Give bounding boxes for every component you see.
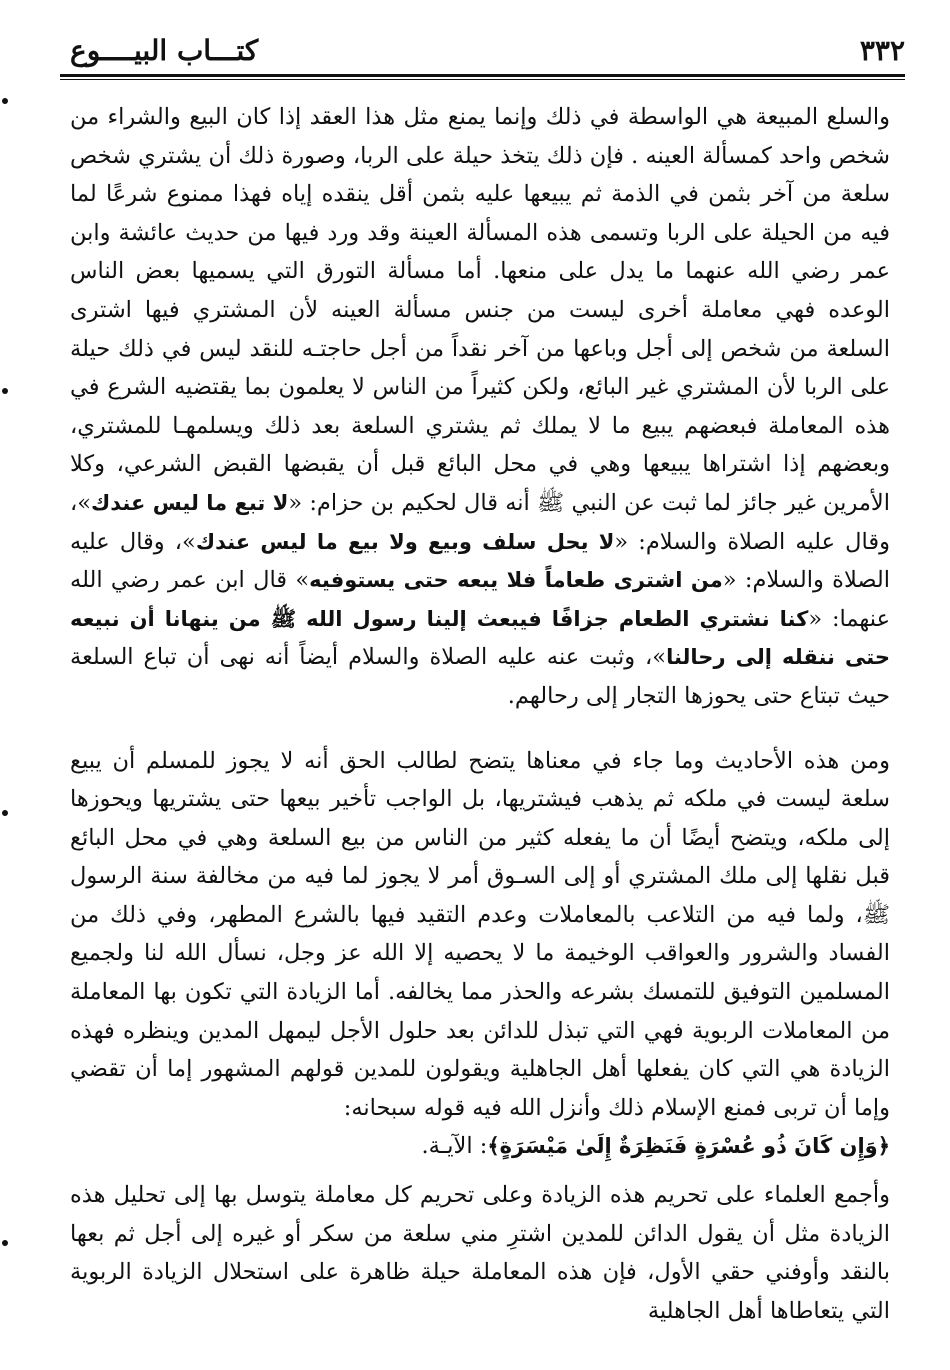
page-header — [60, 34, 905, 74]
text-segment: »، وقال عليه الصلاة والسلام: « — [70, 489, 890, 555]
page-number: ٣٣٢ — [859, 34, 905, 67]
paragraph-gap — [70, 716, 890, 742]
margin-mark — [2, 810, 8, 816]
text-segment: والسلع المبيعة هي الواسطة في ذلك وإنما يمنع مثل هذا العقد إذا كان البيع والشراء من شخص واحد كمسألة العينه . فإن ذلك يتخذ حيلة على الربا، وصورة ذلك أن يشتري شخص سلعة من آخر بثمن في الذمة ثم يبيعها عليه بثمن أقل ينقده إياه فهذا ممنوع شرعًا لما فيه من الحيلة على الربا وتسمى هذه المسألة العينة وقد ورد فيها من حديث عائشة وابن عمر رضي الله عنهما ما يدل على منعها. أما مسألة التورق التي يسميها بعض الناس الوعده فهي معاملة أخرى ليست من جنس مسألة العينه لأن المشتري فيها اشترى السلعة من شخص إلى أجل وباعها من آخر نقداً من أجل حاجتـه للنقد ليس في ذلك حيلة على الربا لأن المشتري غير البائع، ولكن كثيراً من الناس لا يعلمون بما يقتضيه الشرع في هذه المعاملة فبعضهم يبيع ما لا يملك ثم يشتري السلعة بعد ذلك ويسلمهـا للمشتري، وبعضهم إذا اشتراها يبيعها وهي في محل البائع قبل أن يقبضها القبض الشرعي، وكلا الأمرين غير جائز لما ثبت عن النبي ﷺ أنه قال لحكيم بن حزام: « — [70, 104, 890, 516]
text-segment: ومن هذه الأحاديث وما جاء في معناها يتضح لطالب الحق أنه لا يجوز للمسلم أن يبيع سلعة ليست في ملكه ثم يذهب فيشتريها، بل الواجب تأخير بيعها حتى يشتريها ويحوزها إلى ملكه، ويتضح أيضًا أن ما يفعله كثير من الناس من بيع السلعة وهي في محل البائع قبل نقلها إلى ملك المشتري أو إلى السـوق أمر لا يجوز لما فيه من مخالفة سنة الرسول ﷺ، ولما فيه من التلاعب بالمعاملات وعدم التقيد فيها بالشرع المطهر، وفي ذلك من الفساد والشرور والعواقب الوخيمة ما لا يحصيه إلا الله عز وجل، نسأل الله لنا ولجميع المسلمين التوفيق للتمسك بشرعه والحذر مما يخالفه. أما الزيادة التي تكون بها المعاملة من المعاملات الربوية فهي التي تبذل للدائن بعد حلول الأجل ليمهل المدين وينظره فهذه الزيادة هي التي كان يفعلها أهل الجاهلية ويقولون للمدين قولهم المشهور إما أن تقضي وإما أن تربى فمنع الإسلام ذلك وأنزل الله فيه قوله سبحانه: — [70, 747, 890, 1121]
book-title: كتـــاب البيــــوع — [70, 34, 259, 67]
body-text — [70, 98, 890, 1330]
paragraph-2 — [70, 742, 890, 1128]
hadith-quote: كنا نشتري الطعام جزافًا فيبعث إلينا رسول الله ﷺ من ينهانا أن نبيعه حتى ننقله إلى رحالنا — [70, 606, 890, 670]
hadith-quote: من اشترى طعاماً فلا يبعه حتى يستوفيه — [309, 568, 723, 593]
paragraph-gap — [70, 1166, 890, 1176]
paragraph-quran-verse — [70, 1127, 890, 1166]
header-rule-thin — [60, 79, 905, 80]
margin-mark — [2, 388, 8, 394]
text-segment: » قال ابن عمر رضي الله عنهما: « — [70, 567, 890, 632]
text-segment: »، وثبت عنه عليه الصلاة والسلام أيضاً أنه نهى أن تباع السلعة حيث تبتاع حتى يحوزها التجار إلى رحالهم. — [70, 644, 890, 709]
hadith-quote: لا تبع ما ليس عندك — [91, 490, 289, 515]
quran-verse: ﴿وَإِن كَانَ ذُو عُسْرَةٍ فَنَظِرَةٌ إِلَىٰ مَيْسَرَةٍ﴾ — [487, 1134, 890, 1159]
margin-mark — [2, 98, 8, 104]
hadith-quote: لا يحل سلف وبيع ولا بيع ما ليس عندك — [195, 529, 615, 554]
margin-mark — [2, 1240, 8, 1246]
text-segment: وأجمع العلماء على تحريم هذه الزيادة وعلى تحريم كل معاملة يتوسل بها إلى تحليل هذه الزيادة مثل أن يقول الدائن للمدين اشترِ مني سلعة من سكر أو غيره إلى أجل ثم بعها بالنقد وأوفني حقي الأول، فإن هذه المعاملة حيلة ظاهرة على استحلال الزيادة الربوية التي يتعاطاها أهل الجاهلية — [70, 1182, 890, 1324]
paragraph-3 — [70, 1176, 890, 1330]
paragraph-1 — [70, 98, 890, 716]
text-segment: »، وقال عليه الصلاة والسلام: « — [70, 528, 890, 594]
text-segment: : الآيـة. — [421, 1133, 488, 1160]
header-rule — [60, 74, 905, 77]
